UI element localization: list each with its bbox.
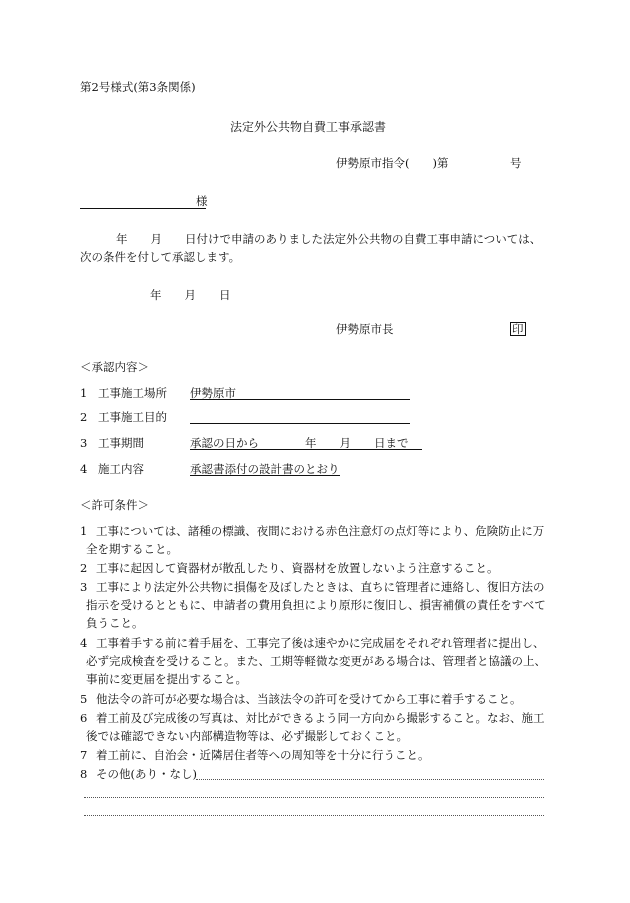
approval-item-number: 1 bbox=[80, 386, 88, 400]
condition-number: 2 bbox=[80, 561, 88, 575]
issuer-name: 伊勢原市長 bbox=[336, 322, 394, 336]
approval-item-number: 2 bbox=[80, 410, 88, 424]
condition-text: 着工前に、自治会・近隣居住者等への周知等を十分に行うこと。 bbox=[96, 748, 430, 762]
body-line-1: 年 月 日付けで申請のありました法定外公共物の自費工事申請については、 bbox=[116, 232, 542, 246]
document-title: 法定外公共物自費工事承認書 bbox=[230, 120, 387, 134]
seal-mark: 印 bbox=[512, 322, 524, 336]
condition-text: 工事により法定外公共物に損傷を及ぼしたときは、直ちに管理者に連絡し、復旧方法の bbox=[96, 580, 545, 594]
approval-item-value: 承認書添付の設計書のとおり bbox=[190, 462, 340, 476]
dotted-line bbox=[196, 779, 544, 780]
condition-number: 5 bbox=[80, 692, 88, 706]
condition-text: 事前に変更届を提出すること。 bbox=[86, 672, 247, 686]
condition-text: 工事については、諸種の標識、夜間における赤色注意灯の点灯等により、危険防止に万 bbox=[96, 524, 545, 538]
document-number-prefix: 伊勢原市指令( )第 bbox=[336, 156, 449, 170]
approval-item-number: 4 bbox=[80, 462, 88, 476]
body-line-2: 次の条件を付して承認します。 bbox=[80, 250, 241, 264]
condition-number: 3 bbox=[80, 580, 88, 594]
issue-date: 年 月 日 bbox=[150, 288, 231, 302]
approval-item-value: 承認の日から 年 月 日まで bbox=[190, 436, 422, 450]
conditions-heading: ＜許可条件＞ bbox=[80, 498, 149, 512]
approval-item-label: 工事期間 bbox=[98, 436, 144, 450]
approval-item-number: 3 bbox=[80, 436, 88, 450]
condition-text: 着工前及び完成後の写真は、対比ができるよう同一方向から撮影すること。なお、施工 bbox=[96, 711, 545, 725]
condition-text: 工事に起因して資器材が散乱したり、資器材を放置しないよう注意すること。 bbox=[96, 561, 499, 575]
dotted-line bbox=[84, 815, 544, 816]
condition-text: 工事着手する前に着手届を、工事完了後は速やかに完成届をそれぞれ管理者に提出し、 bbox=[96, 636, 545, 650]
form-label: 第2号様式(第3条関係) bbox=[80, 80, 196, 94]
condition-number: 4 bbox=[80, 636, 88, 650]
condition-text: 必ず完成検査を受けること。また、工期等軽微な変更がある場合は、管理者と協議の上、 bbox=[86, 654, 546, 668]
addressee-suffix: 様 bbox=[196, 194, 208, 208]
condition-number: 8 bbox=[80, 767, 88, 781]
approval-heading: ＜承認内容＞ bbox=[80, 360, 149, 374]
document-number-suffix: 号 bbox=[510, 156, 522, 170]
condition-text: 後では確認できない内部構造物等は、必ず撮影しておくこと。 bbox=[86, 729, 408, 743]
condition-number: 6 bbox=[80, 711, 88, 725]
approval-item-value bbox=[190, 410, 410, 424]
condition-number: 1 bbox=[80, 524, 88, 538]
dotted-line bbox=[84, 797, 544, 798]
condition-text: 指示を受けるとともに、申請者の費用負担により原形に復旧し、損害補償の責任をすべて bbox=[86, 598, 546, 612]
addressee-line bbox=[80, 208, 206, 209]
condition-text: 全を期すること。 bbox=[86, 542, 178, 556]
approval-item-label: 施工内容 bbox=[98, 462, 144, 476]
condition-number: 7 bbox=[80, 748, 88, 762]
approval-item-value: 伊勢原市 bbox=[190, 386, 410, 400]
approval-item-label: 工事施工目的 bbox=[98, 410, 167, 424]
condition-text: 負うこと。 bbox=[86, 616, 144, 630]
condition-text: その他(あり・なし) bbox=[96, 767, 197, 781]
approval-item-label: 工事施工場所 bbox=[98, 386, 167, 400]
condition-text: 他法令の許可が必要な場合は、当該法令の許可を受けてから工事に着手すること。 bbox=[96, 692, 522, 706]
